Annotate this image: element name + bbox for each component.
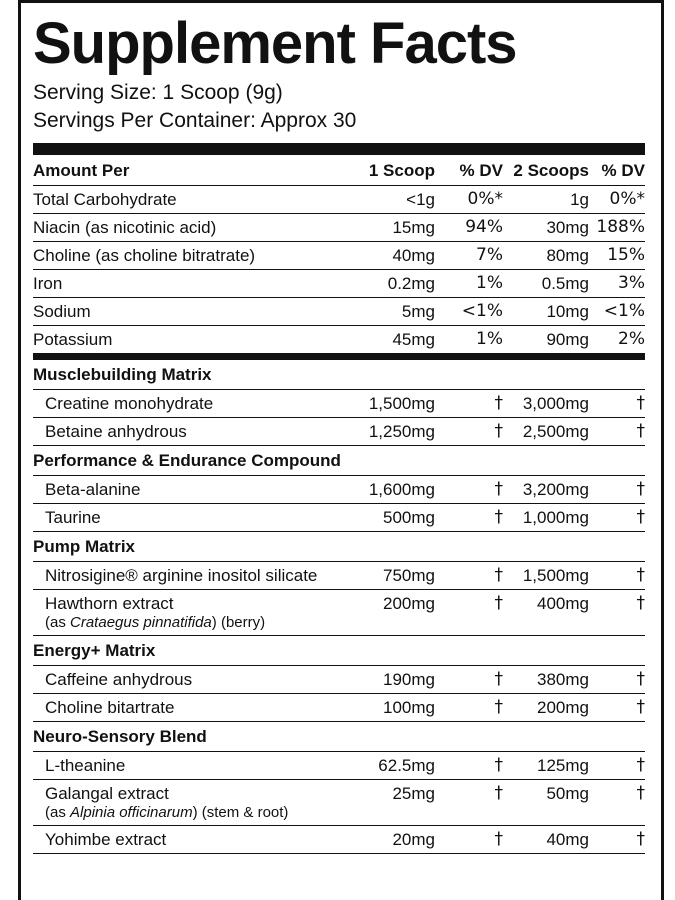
amount-2-scoops: 30mg xyxy=(546,218,589,237)
table-row xyxy=(33,270,645,298)
amount-2-scoops: 80mg xyxy=(546,246,589,265)
dv-1-scoop: 1% xyxy=(476,329,503,349)
dv-2-scoops: † xyxy=(636,507,645,527)
amount-2-scoops: 50mg xyxy=(546,784,589,803)
dv-1-scoop: † xyxy=(494,829,503,849)
dv-1-scoop: † xyxy=(494,783,503,803)
dv-2-scoops: 0%* xyxy=(609,189,645,209)
amount-2-scoops: 0.5mg xyxy=(541,274,589,293)
table-row xyxy=(33,666,645,694)
amount-1-scoop: 62.5mg xyxy=(378,756,435,775)
amount-1-scoop: 500mg xyxy=(383,508,435,527)
amount-1-scoop: 0.2mg xyxy=(387,274,435,293)
amount-2-scoops: 10mg xyxy=(546,302,589,321)
ingredient-label: Potassium xyxy=(33,330,113,349)
ingredient-name xyxy=(33,507,353,528)
table-row xyxy=(33,326,645,354)
ingredient-name xyxy=(33,273,353,294)
amount-1-scoop: 750mg xyxy=(383,566,435,585)
amount-2-scoops: 200mg xyxy=(537,698,589,717)
ingredient-name xyxy=(33,593,353,632)
amount-2-scoops: 125mg xyxy=(537,756,589,775)
ingredient-label: Betaine anhydrous xyxy=(45,422,187,441)
dv-1-scoop: † xyxy=(494,421,503,441)
table-row xyxy=(33,826,645,854)
amount-2-scoops: 3,200mg xyxy=(522,480,589,499)
ingredient-name xyxy=(33,301,353,322)
dv-1-scoop: <1% xyxy=(461,301,503,321)
blend-list xyxy=(33,360,645,854)
source-prefix: (as xyxy=(45,614,71,631)
blend-heading: Performance & Endurance Compound xyxy=(33,446,645,476)
dv-1-scoop: 94% xyxy=(465,217,503,237)
ingredient-name xyxy=(33,755,353,776)
source-botanical-name: Crataegus pinnatifida xyxy=(70,614,212,631)
amount-1-scoop: 45mg xyxy=(392,330,435,349)
dv-1-scoop: † xyxy=(494,755,503,775)
ingredient-name xyxy=(33,217,353,238)
amount-1-scoop: 1,250mg xyxy=(368,422,435,441)
dv-2-scoops: † xyxy=(636,669,645,689)
dv-1-scoop: † xyxy=(494,479,503,499)
ingredient-name xyxy=(33,329,353,350)
ingredient-label: Hawthorn extract xyxy=(45,594,174,613)
table-row xyxy=(33,242,645,270)
dv-2-scoops: † xyxy=(636,783,645,803)
amount-1-scoop: 5mg xyxy=(401,302,435,321)
dv-2-scoops: 15% xyxy=(607,245,645,265)
table-row xyxy=(33,694,645,722)
dv-2-scoops: † xyxy=(636,697,645,717)
dv-2-scoops: † xyxy=(636,593,645,613)
dv-1-scoop: † xyxy=(494,565,503,585)
ingredient-label: L-theanine xyxy=(45,756,126,775)
serving-size: Serving Size: 1 Scoop (9g) xyxy=(33,81,283,104)
ingredient-source xyxy=(45,804,353,822)
ingredient-label: Choline (as choline bitratrate) xyxy=(33,246,256,265)
table-row xyxy=(33,752,645,780)
amount-1-scoop: 1,500mg xyxy=(368,394,435,413)
nutrient-list xyxy=(33,186,645,354)
dv-1-scoop: 7% xyxy=(476,245,503,265)
dv-2-scoops: 2% xyxy=(618,329,645,349)
dv-1-scoop: † xyxy=(494,393,503,413)
ingredient-label: Nitrosigine® arginine inositol silicate xyxy=(45,566,318,585)
header-amount-per: Amount Per xyxy=(33,161,130,180)
table-row xyxy=(33,418,645,446)
header-1-scoop: 1 Scoop xyxy=(368,161,435,180)
amount-2-scoops: 400mg xyxy=(537,594,589,613)
supplement-facts-panel xyxy=(18,0,664,900)
amount-2-scoops: 1,500mg xyxy=(522,566,589,585)
servings-per-container: Servings Per Container: Approx 30 xyxy=(33,109,357,132)
dv-2-scoops: † xyxy=(636,393,645,413)
amount-1-scoop: 20mg xyxy=(392,830,435,849)
ingredient-label: Creatine monohydrate xyxy=(45,394,214,413)
ingredient-name xyxy=(33,829,353,850)
amount-1-scoop: <1g xyxy=(406,190,435,209)
source-botanical-name: Alpinia officinarum xyxy=(70,804,193,821)
dv-2-scoops: <1% xyxy=(603,301,645,321)
ingredient-name xyxy=(33,783,353,822)
amount-1-scoop: 100mg xyxy=(383,698,435,717)
blend-heading: Neuro-Sensory Blend xyxy=(33,722,645,752)
source-suffix: ) (stem & root) xyxy=(192,804,289,821)
ingredient-label: Taurine xyxy=(45,508,101,527)
ingredient-label: Beta-alanine xyxy=(45,480,141,499)
table-row xyxy=(33,504,645,532)
table-row xyxy=(33,214,645,242)
table-row xyxy=(33,476,645,504)
dv-2-scoops: † xyxy=(636,479,645,499)
ingredient-name xyxy=(33,393,353,414)
dv-2-scoops: † xyxy=(636,829,645,849)
ingredient-name xyxy=(33,245,353,266)
divider-thick xyxy=(33,143,645,155)
amount-1-scoop: 15mg xyxy=(392,218,435,237)
ingredient-name xyxy=(33,479,353,500)
dv-2-scoops: † xyxy=(636,755,645,775)
amount-2-scoops: 380mg xyxy=(537,670,589,689)
header-dv-2: % DV xyxy=(601,161,645,180)
ingredient-name xyxy=(33,565,353,586)
amount-2-scoops: 3,000mg xyxy=(522,394,589,413)
dv-2-scoops: 188% xyxy=(596,217,645,237)
blend-heading: Energy+ Matrix xyxy=(33,636,645,666)
ingredient-label: Galangal extract xyxy=(45,784,169,803)
ingredient-name xyxy=(33,669,353,690)
page-title: Supplement Facts xyxy=(33,11,517,76)
dv-1-scoop: † xyxy=(494,507,503,527)
source-prefix: (as xyxy=(45,804,71,821)
table-row xyxy=(33,390,645,418)
table-header xyxy=(33,155,645,186)
amount-1-scoop: 200mg xyxy=(383,594,435,613)
dv-1-scoop: † xyxy=(494,697,503,717)
dv-1-scoop: 0%* xyxy=(467,189,503,209)
table-row xyxy=(33,780,645,826)
amount-2-scoops: 40mg xyxy=(546,830,589,849)
dv-1-scoop: † xyxy=(494,669,503,689)
table-row xyxy=(33,562,645,590)
ingredient-label: Caffeine anhydrous xyxy=(45,670,193,689)
amount-1-scoop: 1,600mg xyxy=(368,480,435,499)
header-dv-1: % DV xyxy=(459,161,503,180)
ingredient-name xyxy=(33,421,353,442)
ingredient-source xyxy=(45,614,353,632)
amount-1-scoop: 190mg xyxy=(383,670,435,689)
source-suffix: ) (berry) xyxy=(211,614,266,631)
amount-2-scoops: 1,000mg xyxy=(522,508,589,527)
ingredient-label: Choline bitartrate xyxy=(45,698,175,717)
table-row xyxy=(33,590,645,636)
header-2-scoops: 2 Scoops xyxy=(513,161,589,180)
ingredient-label: Total Carbohydrate xyxy=(33,190,177,209)
blend-heading: Pump Matrix xyxy=(33,532,645,562)
table-row xyxy=(33,186,645,214)
dv-2-scoops: 3% xyxy=(618,273,645,293)
dv-2-scoops: † xyxy=(636,565,645,585)
amount-2-scoops: 1g xyxy=(570,190,589,209)
ingredient-label: Yohimbe extract xyxy=(45,830,167,849)
amount-2-scoops: 90mg xyxy=(546,330,589,349)
ingredient-name xyxy=(33,697,353,718)
ingredient-label: Sodium xyxy=(33,302,91,321)
dv-1-scoop: † xyxy=(494,593,503,613)
table-row xyxy=(33,298,645,326)
amount-1-scoop: 25mg xyxy=(392,784,435,803)
ingredient-name xyxy=(33,189,353,210)
amount-2-scoops: 2,500mg xyxy=(522,422,589,441)
ingredient-label: Iron xyxy=(33,274,63,293)
dv-1-scoop: 1% xyxy=(476,273,503,293)
ingredient-label: Niacin (as nicotinic acid) xyxy=(33,218,217,237)
amount-1-scoop: 40mg xyxy=(392,246,435,265)
dv-2-scoops: † xyxy=(636,421,645,441)
blend-heading: Musclebuilding Matrix xyxy=(33,360,645,390)
